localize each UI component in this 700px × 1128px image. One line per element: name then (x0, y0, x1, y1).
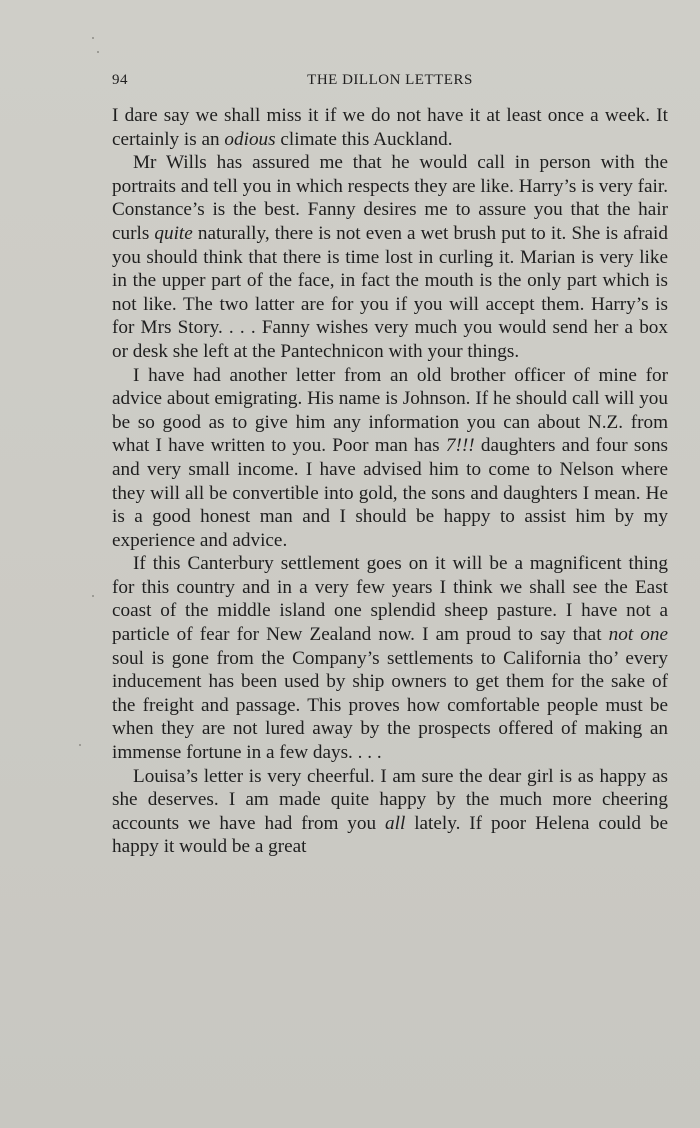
text-run: naturally, there is not even a wet brush put to it. She is afraid you should think that there is time lost in curling it. Marian is very like in the upper part of the face, in fact the mouth is the only part which is not like. The two latter are for you if you will accept them. Harry’s is for Mrs Story. . . . Fanny wishes very much you would send her a box or desk she left at the Pantechnicon with your things. (112, 222, 668, 362)
body-text (112, 104, 668, 859)
paragraph (112, 552, 668, 764)
text-run: Mr Wills has assured me that he would call in person with the portraits and tell you in which respects they are like. Harry’s is very fair. Constance’s is the best. Fanny desires me to assure you that the hair curls (112, 152, 668, 244)
text-run: I have had another letter from an old brother officer of mine for advice about emigrating. His name is Johnson. If he should call will you be so good as to give him any information you can about N.Z. from what I have written to you. Poor man has (112, 364, 668, 457)
italic-text: 7!!! (445, 435, 475, 457)
text-run: daughters and four sons and very small income. I have advised him to come to Nelson where they will all be convertible into gold, the sons and daughters I mean. He is a good honest man and I should be happy to assist him by my experience and advice. (112, 435, 669, 551)
paper-speck (92, 37, 94, 39)
paragraph (112, 765, 668, 859)
italic-text: quite (154, 222, 193, 244)
page-number: 94 (112, 72, 128, 88)
text-run: soul is gone from the Company’s settlements to California tho’ every inducement has been used by ship owners to get them for the sake of the freight and passage. This proves how comfortable people must be when they are not lured away by the prospects offered of making an immense fortune in a few days. . . . (112, 647, 668, 764)
paper-speck (92, 595, 94, 597)
italic-text: odious (224, 128, 276, 150)
paragraph (112, 364, 668, 553)
text-run: lately. If poor Helena could be happy it would be a great (112, 812, 668, 858)
running-title: THE DILLON LETTERS (307, 72, 473, 88)
text-run: Louisa’s letter is very cheerful. I am sure the dear girl is as happy as she deserves. I am made quite happy by the much more cheering accounts we have had from you (112, 765, 668, 834)
italic-text: all (385, 812, 406, 834)
paper-speck (97, 51, 99, 53)
text-run: If this Canterbury settlement goes on it will be a magnificent thing for this country and in a very few years I think we shall see the East coast of the middle island one splendid sheep pasture. I have not a particle of fear for New Zealand now. I am proud to say that (112, 553, 668, 646)
paper-speck (79, 744, 81, 746)
text-run: climate this Auckland. (275, 128, 453, 150)
paragraph (112, 104, 668, 151)
italic-text: not one (608, 624, 668, 646)
page-header (112, 72, 668, 94)
paragraph (112, 151, 668, 363)
text-run: I dare say we shall miss it if we do not have it at least once a week. It certainly is an (112, 105, 668, 150)
